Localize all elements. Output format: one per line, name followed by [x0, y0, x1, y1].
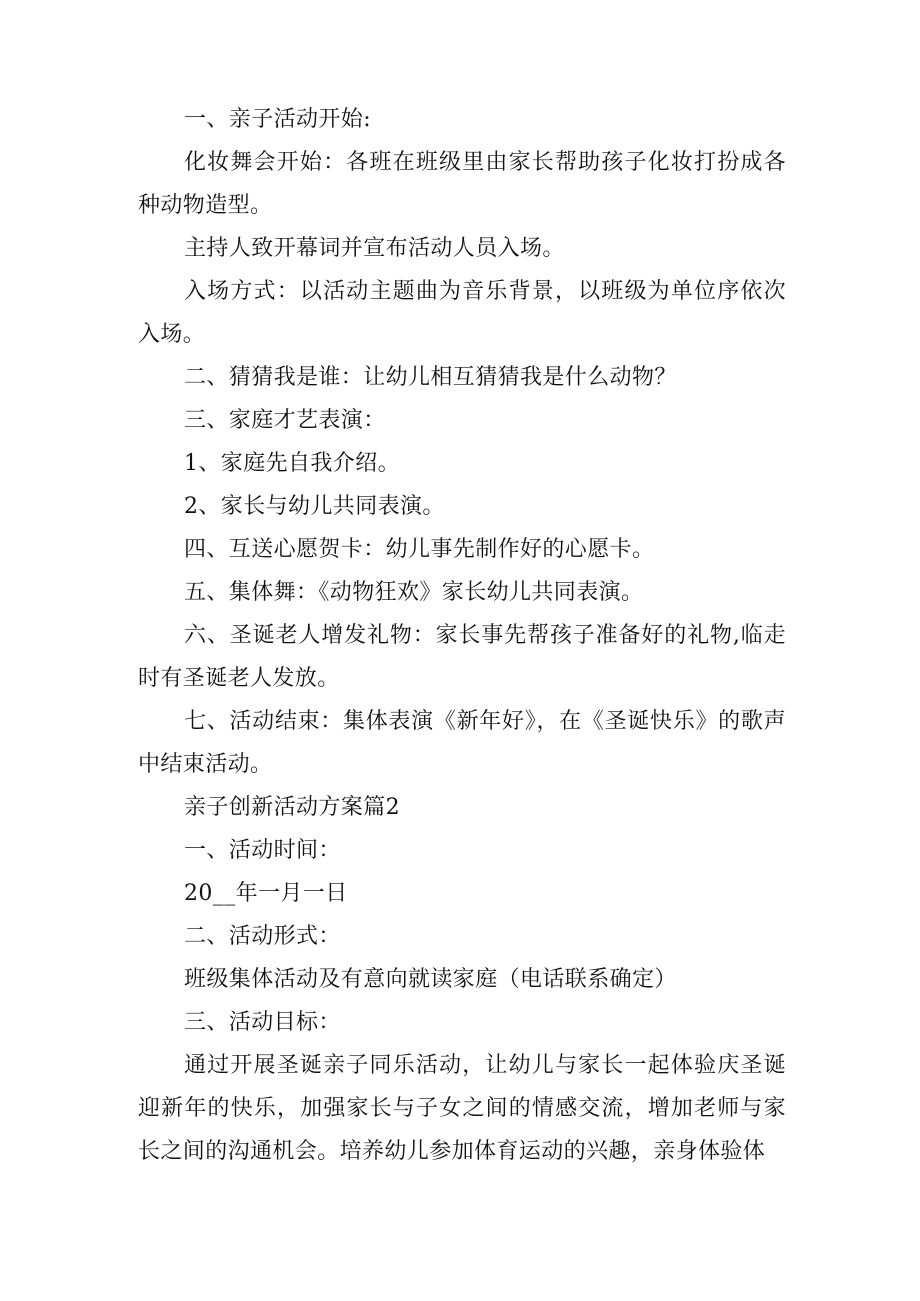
paragraph-date: 20__年一月一日	[184, 881, 348, 906]
paragraph-activity-goals: 通过开展圣诞亲子同乐活动，让幼儿与家长一起体验庆圣诞迎新年的快乐，加强家长与子女之间的情感交流，增加老师与家长之间的沟通机会。培养幼儿参加体育运动的兴趣，亲身体验体	[138, 1053, 786, 1164]
section-heading-activity-goals: 三、活动目标：	[184, 1010, 341, 1035]
paragraph-guess-who: 二、猜猜我是谁：让幼儿相互猜猜我是什么动物？	[184, 365, 677, 390]
paragraph-wish-cards: 四、互送心愿贺卡：幼儿事先制作好的心愿卡。	[184, 537, 655, 562]
list-item-self-intro: 1、家庭先自我介绍。	[184, 451, 400, 476]
chapter-title: 亲子创新活动方案篇2	[184, 795, 400, 820]
paragraph-activity-form: 班级集体活动及有意向就读家庭（电话联系确定）	[184, 967, 677, 992]
section-heading-activity-time: 一、活动时间：	[184, 838, 341, 863]
paragraph-makeup-party: 化妆舞会开始：各班在班级里由家长帮助孩子化妆打扮成各种动物造型。	[138, 150, 786, 218]
section-heading-family-talent: 三、家庭才艺表演：	[184, 408, 386, 433]
paragraph-entrance-method: 入场方式：以活动主题曲为音乐背景，以班级为单位序依次入场。	[138, 279, 786, 347]
section-heading-activity-form: 二、活动形式：	[184, 924, 341, 949]
section-heading-activity-start: 一、亲子活动开始:	[184, 107, 372, 132]
paragraph-santa-gifts: 六、圣诞老人增发礼物：家长事先帮孩子准备好的礼物,临走时有圣诞老人发放。	[138, 623, 786, 691]
paragraph-activity-end: 七、活动结束：集体表演《新年好》，在《圣诞快乐》的歌声中结束活动。	[138, 709, 786, 777]
list-item-joint-performance: 2、家长与幼儿共同表演。	[184, 494, 445, 519]
paragraph-group-dance: 五、集体舞：《动物狂欢》家长幼儿共同表演。	[184, 580, 644, 605]
document-body	[138, 98, 786, 1173]
paragraph-host-opening: 主持人致开幕词并宣布活动人员入场。	[184, 236, 565, 261]
